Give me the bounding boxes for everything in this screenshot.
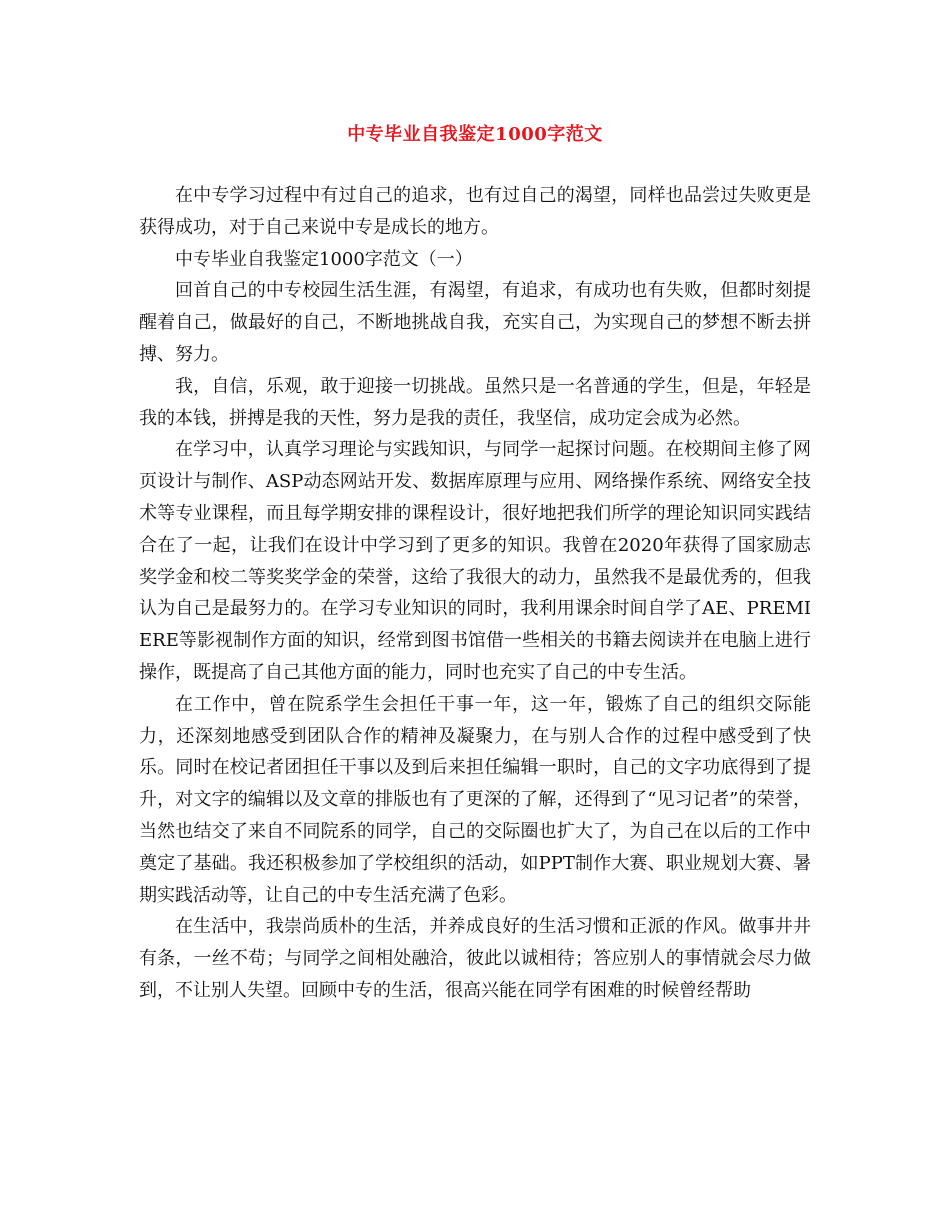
paragraph-retrospect: 回首自己的中专校园生活生涯，有渴望，有追求，有成功也有失败，但都时刻提醒着自己，做最好的自己，不断地挑战自我，充实自己，为实现自己的梦想不断去拼搏、努力。 bbox=[139, 280, 811, 365]
document-body bbox=[139, 180, 811, 1007]
paragraph-confidence: 我，自信，乐观，敢于迎接一切挑战。虽然只是一名普通的学生，但是，年轻是我的本钱，拼搏是我的天性，努力是我的责任，我坚信，成功定会成为必然。 bbox=[139, 375, 811, 429]
paragraph-work: 在工作中，曾在院系学生会担任干事一年，这一年，锻炼了自己的组织交际能力，还深刻地感受到团队合作的精神及凝聚力，在与别人合作的过程中感受到了快乐。同时在校记者团担任干事以及到后来担任编辑一职时，自己的文字功底得到了提升，对文字的编辑以及文章的排版也有了更深的了解，还得到了“见习记者”的荣誉，当然也结交了来自不同院系的同学，自己的交际圈也扩大了，为自己在以后的工作中奠定了基础。我还积极参加了学校组织的活动，如PPT制作大赛、职业规划大赛、暑期实践活动等，让自己的中专生活充满了色彩。 bbox=[139, 693, 811, 906]
paragraph-life: 在生活中，我崇尚质朴的生活，并养成良好的生活习惯和正派的作风。做事井井有条，一丝不苟；与同学之间相处融洽，彼此以诚相待；答应别人的事情就会尽力做到，不让别人失望。回顾中专的生活，很高兴能在同学有困难的时候曾经帮助 bbox=[139, 916, 811, 1001]
document-title: 中专毕业自我鉴定1000字范文 bbox=[347, 124, 603, 145]
paragraph-intro: 在中专学习过程中有过自己的追求，也有过自己的渴望，同样也品尝过失败更是获得成功，对于自己来说中专是成长的地方。 bbox=[139, 185, 811, 238]
paragraph-study: 在学习中，认真学习理论与实践知识，与同学一起探讨问题。在校期间主修了网页设计与制作、ASP动态网站开发、数据库原理与应用、网络操作系统、网络安全技术等专业课程，而且每学期安排的课程设计，很好地把我们所学的理论知识同实践结合在了一起，让我们在设计中学习到了更多的知识。我曾在2020年获得了国家励志奖学金和校二等奖奖学金的荣誉，这给了我很大的动力，虽然我不是最优秀的，但我认为自己是最努力的。在学习专业知识的同时，我利用课余时间自学了AE、PREMIERE等影视制作方面的知识，经常到图书馆借一些相关的书籍去阅读并在电脑上进行操作，既提高了自己其他方面的能力，同时也充实了自己的中专生活。 bbox=[139, 439, 811, 683]
paragraph-subheading: 中专毕业自我鉴定1000字范文（一） bbox=[175, 248, 473, 270]
